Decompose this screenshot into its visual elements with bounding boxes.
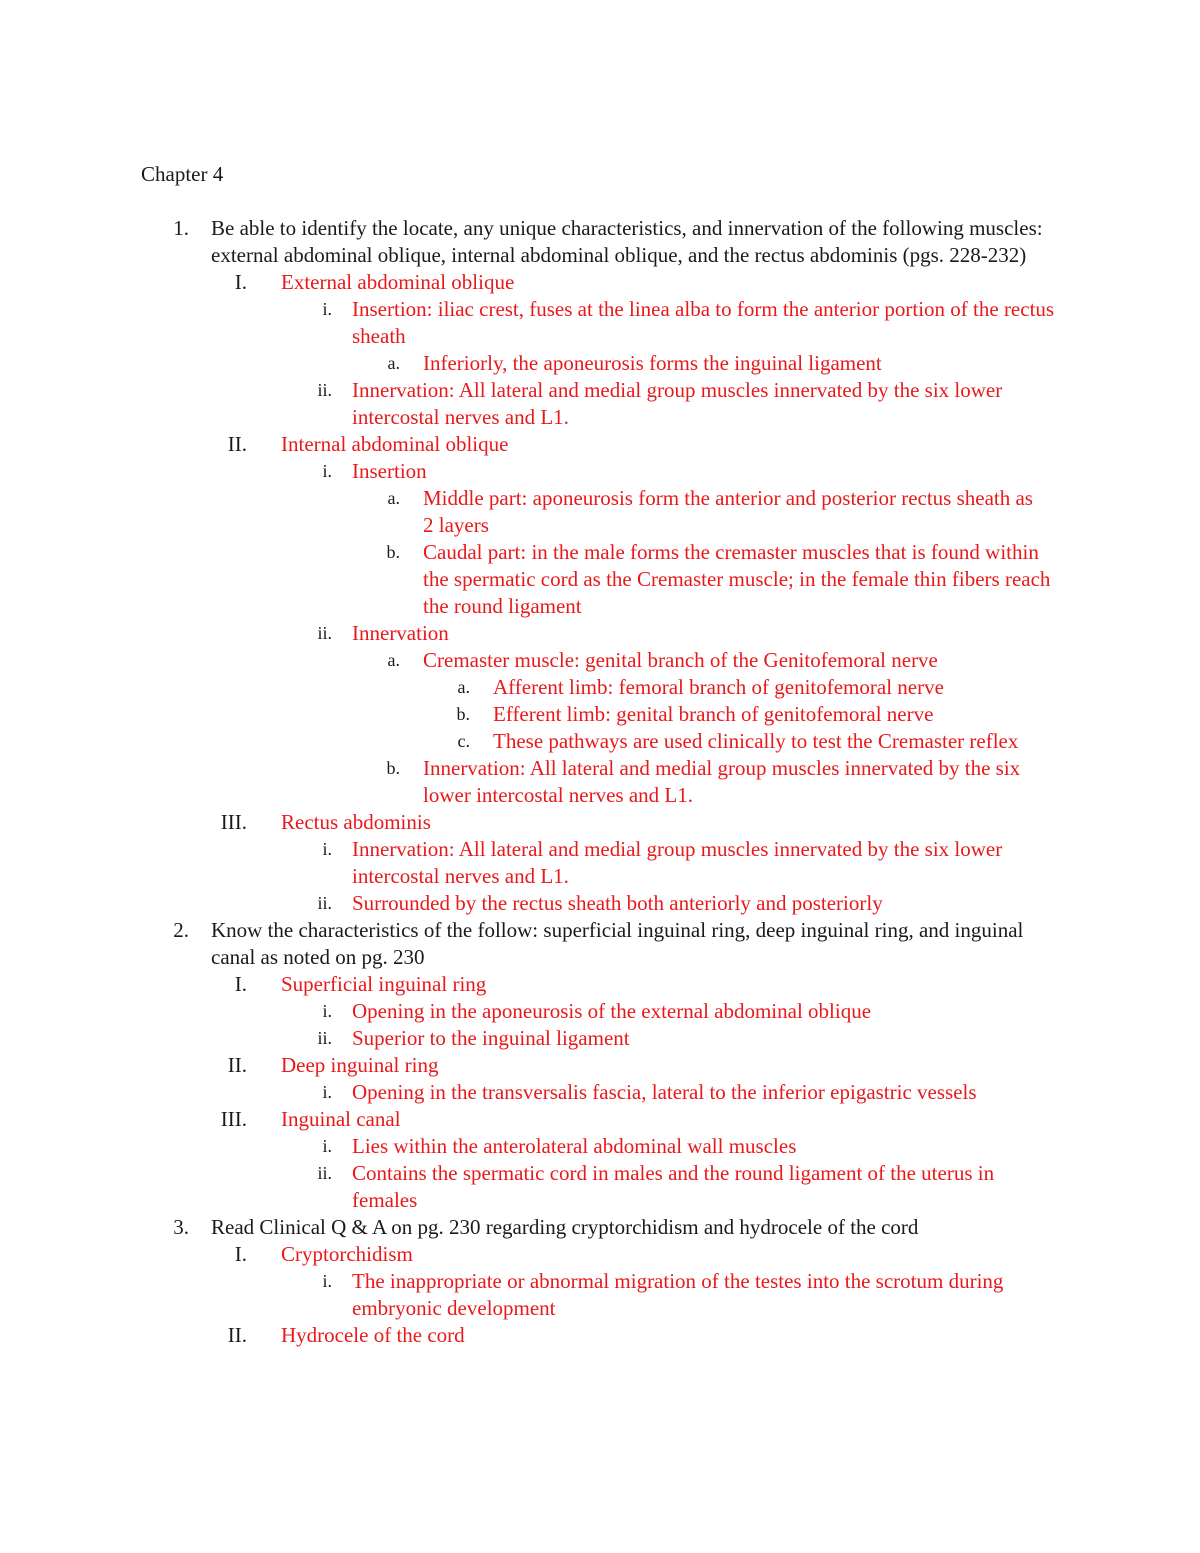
list-item xyxy=(387,485,1033,539)
list-item xyxy=(386,539,1063,620)
item-text: Surrounded by the rectus sheath both anteriorly and posteriorly xyxy=(352,891,883,915)
item-number: i. xyxy=(322,1136,332,1156)
item-number: III. xyxy=(220,810,247,834)
item-number: i. xyxy=(322,839,332,859)
list-item xyxy=(317,1025,1072,1052)
list-item xyxy=(322,458,1062,485)
item-number: b. xyxy=(386,542,400,562)
item-text: Rectus abdominis xyxy=(281,810,431,834)
item-number: I. xyxy=(234,972,247,996)
list-item xyxy=(227,431,1081,458)
item-number: ii. xyxy=(317,1163,332,1183)
list-item xyxy=(317,890,1062,917)
item-number: II. xyxy=(227,1323,247,1347)
item-text: Superficial inguinal ring xyxy=(281,972,487,996)
item-number: i. xyxy=(322,1082,332,1102)
item-text: The inappropriate or abnormal migration of the testes into the scrotum during embryonic development xyxy=(352,1269,1004,1320)
item-number: 3. xyxy=(173,1215,189,1239)
item-number: i. xyxy=(322,1001,332,1021)
item-text: Opening in the transversalis fascia, lateral to the inferior epigastric vessels xyxy=(352,1080,977,1104)
list-item xyxy=(322,1133,1072,1160)
list-item xyxy=(457,674,1063,701)
list-item xyxy=(234,269,1081,296)
list-item xyxy=(227,1322,1081,1349)
list-item xyxy=(234,971,1081,998)
item-number: ii. xyxy=(317,623,332,643)
item-number: 2. xyxy=(173,918,189,942)
item-text: Innervation xyxy=(352,621,449,645)
item-text: Inguinal canal xyxy=(281,1107,401,1131)
list-item xyxy=(322,836,1052,890)
item-number: III. xyxy=(220,1107,247,1131)
item-text: Innervation: All lateral and medial group muscles innervated by the six lower intercostal nerves and L1. xyxy=(352,837,1003,888)
item-number: a. xyxy=(387,488,400,508)
item-number: 1. xyxy=(173,216,189,240)
item-number: I. xyxy=(234,1242,247,1266)
list-item xyxy=(173,1214,1071,1241)
item-text: Read Clinical Q & A on pg. 230 regarding cryptorchidism and hydrocele of the cord xyxy=(211,1215,919,1239)
item-text: Opening in the aponeurosis of the external abdominal oblique xyxy=(352,999,872,1023)
item-number: i. xyxy=(322,461,332,481)
list-item xyxy=(457,728,1053,755)
list-item xyxy=(322,296,1062,350)
page-title: Chapter 4 xyxy=(141,162,224,186)
list-item xyxy=(227,1052,1081,1079)
item-text: These pathways are used clinically to test the Cremaster reflex xyxy=(493,729,1019,753)
list-item xyxy=(173,215,1071,269)
list-item xyxy=(234,1241,1081,1268)
list-item xyxy=(220,809,1081,836)
item-text: Be able to identify the locate, any unique characteristics, and innervation of the following muscles: external abdominal oblique, internal abdominal oblique, and the rectus abdominis (pgs. 228-232) xyxy=(211,216,1043,267)
item-text: Contains the spermatic cord in males and the round ligament of the uterus in females xyxy=(352,1161,995,1212)
outline-list xyxy=(0,215,1200,1349)
list-item xyxy=(322,1268,1042,1322)
item-number: a. xyxy=(457,677,470,697)
list-item xyxy=(220,1106,1081,1133)
item-text: Middle part: aponeurosis form the anterior and posterior rectus sheath as 2 layers xyxy=(423,486,1033,537)
item-number: II. xyxy=(227,432,247,456)
list-item xyxy=(317,377,1052,431)
list-item xyxy=(387,647,1063,674)
list-item xyxy=(322,1079,1092,1106)
list-item xyxy=(317,1160,1062,1214)
item-text: Caudal part: in the male forms the cremaster muscles that is found within the spermatic cord as the Cremaster muscle; in the female thin fibers reach the round ligament xyxy=(423,540,1051,618)
item-text: Hydrocele of the cord xyxy=(281,1323,465,1347)
item-text: Efferent limb: genital branch of genitofemoral nerve xyxy=(493,702,934,726)
list-item xyxy=(173,917,1071,971)
item-number: c. xyxy=(457,731,470,751)
item-text: Afferent limb: femoral branch of genitofemoral nerve xyxy=(493,675,944,699)
item-number: I. xyxy=(234,270,247,294)
list-item xyxy=(386,755,1063,809)
item-text: Know the characteristics of the follow: superficial inguinal ring, deep inguinal ring, and inguinal canal as noted on pg. 230 xyxy=(211,918,1024,969)
item-text: Inferiorly, the aponeurosis forms the inguinal ligament xyxy=(423,351,882,375)
item-number: i. xyxy=(322,299,332,319)
item-number: ii. xyxy=(317,893,332,913)
item-text: Internal abdominal oblique xyxy=(281,432,509,456)
item-text: Innervation: All lateral and medial group muscles innervated by the six lower intercostal nerves and L1. xyxy=(352,378,1003,429)
item-text: Innervation: All lateral and medial group muscles innervated by the six lower intercostal nerves and L1. xyxy=(423,756,1021,807)
item-number: i. xyxy=(322,1271,332,1291)
item-number: ii. xyxy=(317,1028,332,1048)
item-text: Insertion xyxy=(352,459,427,483)
list-item xyxy=(456,701,1063,728)
item-text: Insertion: iliac crest, fuses at the linea alba to form the anterior portion of the rectus sheath xyxy=(352,297,1055,348)
item-text: External abdominal oblique xyxy=(281,270,515,294)
list-item xyxy=(317,620,1062,647)
item-number: b. xyxy=(386,758,400,778)
item-number: II. xyxy=(227,1053,247,1077)
list-item xyxy=(387,350,1063,377)
item-text: Cremaster muscle: genital branch of the Genitofemoral nerve xyxy=(423,648,938,672)
item-text: Cryptorchidism xyxy=(281,1242,413,1266)
item-number: ii. xyxy=(317,380,332,400)
item-text: Lies within the anterolateral abdominal wall muscles xyxy=(352,1134,797,1158)
list-item xyxy=(322,998,1072,1025)
item-number: a. xyxy=(387,353,400,373)
item-number: a. xyxy=(387,650,400,670)
item-text: Superior to the inguinal ligament xyxy=(352,1026,630,1050)
item-number: b. xyxy=(456,704,470,724)
item-text: Deep inguinal ring xyxy=(281,1053,439,1077)
